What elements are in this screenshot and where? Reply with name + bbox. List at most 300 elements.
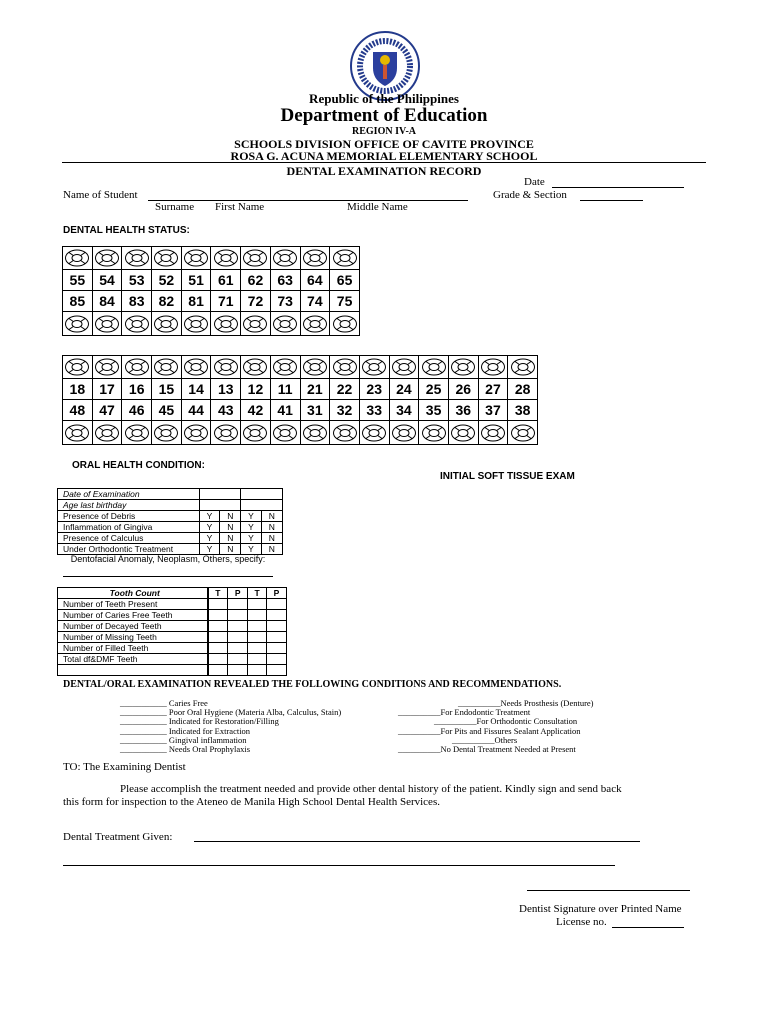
letter-line-2: this form for inspection to the Ateneo de Manila High School Dental Health Services. <box>63 796 440 808</box>
tooth-count-cell[interactable] <box>248 621 267 632</box>
tooth-number: 83 <box>122 291 152 312</box>
tooth-surface-icon <box>332 424 358 442</box>
condition-label: Needs Oral Prophylaxis <box>168 744 251 755</box>
oral-health-row <box>58 511 283 522</box>
tooth-surface-cell[interactable] <box>92 356 122 379</box>
tooth-surface-icon <box>183 424 209 442</box>
tooth-count-label: Total df&DMF Teeth <box>58 654 208 665</box>
oral-health-label: Presence of Debris <box>58 511 200 522</box>
conditions-left-list <box>120 699 341 754</box>
condition-label: Poor Oral Hygiene (Materia Alba, Calculus, Stain) <box>168 707 342 718</box>
tooth-surface-cell[interactable] <box>152 247 182 270</box>
tooth-count-cell[interactable] <box>266 654 286 665</box>
tooth-count-label: Number of Caries Free Teeth <box>58 610 208 621</box>
condition-label: Gingival inflammation <box>168 734 247 745</box>
tooth-surface-icon <box>391 358 417 376</box>
tooth-number: 54 <box>92 270 122 291</box>
middle-name-caption: Middle Name <box>347 201 408 213</box>
tooth-count-cell[interactable] <box>266 621 286 632</box>
tooth-number: 64 <box>300 270 330 291</box>
tooth-number: 43 <box>211 400 241 421</box>
tooth-surface-cell[interactable] <box>181 356 211 379</box>
header-divider <box>62 162 706 163</box>
tooth-surface-icon <box>213 358 239 376</box>
oral-health-row <box>58 522 283 533</box>
license-label: License no. <box>556 916 607 928</box>
tooth-surface-cell[interactable] <box>92 312 122 336</box>
tooth-count-col-header: P <box>228 588 248 599</box>
condition-item[interactable] <box>120 745 341 754</box>
tooth-surface-icon <box>272 358 298 376</box>
tooth-number: 14 <box>181 379 211 400</box>
tooth-number: 72 <box>241 291 271 312</box>
tooth-count-cell[interactable] <box>266 610 286 621</box>
oral-health-label: Date of Examination <box>58 489 200 500</box>
tooth-number: 52 <box>152 270 182 291</box>
exam-value-cell[interactable] <box>241 500 283 511</box>
yes-option[interactable]: Y <box>241 522 261 533</box>
tooth-surface-icon <box>153 424 179 442</box>
tooth-count-label: Number of Decayed Teeth <box>58 621 208 632</box>
tooth-number: 74 <box>300 291 330 312</box>
tooth-surface-cell[interactable] <box>359 421 389 445</box>
recommendation-blank[interactable]: __________ <box>434 716 477 727</box>
tooth-count-cell[interactable] <box>228 632 248 643</box>
recommendation-item[interactable] <box>398 745 594 754</box>
tooth-surface-cell[interactable] <box>478 421 508 445</box>
no-option[interactable]: N <box>261 533 282 544</box>
tooth-surface-icon <box>480 424 506 442</box>
recommendation-blank[interactable]: __________ <box>452 734 495 745</box>
oral-health-label: Under Orthodontic Treatment <box>58 544 200 555</box>
tooth-icon-row <box>63 421 538 445</box>
tooth-surface-icon <box>64 424 90 442</box>
tooth-surface-icon <box>450 424 476 442</box>
tooth-count-row <box>58 632 287 643</box>
tooth-surface-icon <box>332 249 358 267</box>
oral-health-label: Inflammation of Gingiva <box>58 522 200 533</box>
tooth-count-row <box>58 621 287 632</box>
tooth-surface-icon <box>124 249 150 267</box>
student-name-label: Name of Student <box>63 189 138 201</box>
tooth-surface-icon <box>64 358 90 376</box>
tooth-surface-cell[interactable] <box>211 247 241 270</box>
tooth-surface-cell[interactable] <box>122 421 152 445</box>
tooth-count-col-header: T <box>208 588 228 599</box>
tooth-count-cell[interactable] <box>208 665 228 676</box>
exam-value-cell[interactable] <box>200 489 241 500</box>
tooth-surface-cell[interactable] <box>300 356 330 379</box>
tooth-surface-icon <box>480 358 506 376</box>
tooth-count-cell[interactable] <box>228 599 248 610</box>
recommendation-label: For Pits and Fissures Sealant Application <box>440 725 581 736</box>
recommendation-label: Others <box>494 734 518 745</box>
tooth-count-row <box>58 610 287 621</box>
tooth-surface-icon <box>332 358 358 376</box>
tooth-surface-cell[interactable] <box>508 356 538 379</box>
tooth-surface-cell[interactable] <box>270 247 300 270</box>
oral-health-row <box>58 500 283 511</box>
division-heading: SCHOOLS DIVISION OFFICE OF CAVITE PROVINCE <box>234 137 534 151</box>
tooth-number: 26 <box>448 379 478 400</box>
tooth-count-label: Number of Missing Teeth <box>58 632 208 643</box>
signature-label: Dentist Signature over Printed Name <box>519 903 682 915</box>
tooth-count-cell[interactable] <box>248 610 267 621</box>
tooth-surface-icon <box>183 249 209 267</box>
tooth-surface-cell[interactable] <box>181 312 211 336</box>
date-label: Date <box>524 176 545 188</box>
tooth-number: 82 <box>152 291 182 312</box>
tooth-number: 32 <box>330 400 360 421</box>
tooth-surface-icon <box>213 249 239 267</box>
recommendation-label: For Endodontic Treatment <box>440 707 531 718</box>
tooth-surface-cell[interactable] <box>300 247 330 270</box>
tooth-count-cell[interactable] <box>208 610 228 621</box>
no-option[interactable]: N <box>220 522 241 533</box>
tooth-number: 45 <box>152 400 182 421</box>
tooth-number: 48 <box>63 400 93 421</box>
tooth-number: 61 <box>211 270 241 291</box>
tooth-count-row <box>58 643 287 654</box>
tooth-surface-icon <box>242 249 268 267</box>
tooth-number: 53 <box>122 270 152 291</box>
tooth-count-cell[interactable] <box>208 632 228 643</box>
tooth-number: 28 <box>508 379 538 400</box>
surname-caption: Surname <box>155 201 195 213</box>
region-heading: REGION IV-A <box>352 126 416 137</box>
tooth-surface-icon <box>124 315 150 333</box>
tooth-surface-icon <box>242 424 268 442</box>
tooth-number: 11 <box>270 379 300 400</box>
tooth-number-row <box>63 379 538 400</box>
tooth-surface-cell[interactable] <box>92 421 122 445</box>
exam-value-cell[interactable] <box>200 500 241 511</box>
tooth-surface-icon <box>124 424 150 442</box>
date-field[interactable] <box>552 187 684 188</box>
license-field[interactable] <box>612 927 684 928</box>
tooth-surface-cell[interactable] <box>241 421 271 445</box>
letter-recipient: TO: The Examining Dentist <box>63 761 186 773</box>
tooth-surface-icon <box>391 424 417 442</box>
tooth-count-row <box>58 599 287 610</box>
oral-health-row <box>58 544 283 555</box>
tooth-surface-icon <box>242 315 268 333</box>
recommendation-blank[interactable]: __________ <box>398 725 441 736</box>
tooth-count-header: Tooth Count <box>58 588 208 599</box>
permanent-teeth-chart <box>62 355 538 445</box>
tooth-surface-cell[interactable] <box>300 312 330 336</box>
tooth-number: 46 <box>122 400 152 421</box>
tooth-surface-icon <box>272 315 298 333</box>
tooth-surface-icon <box>64 315 90 333</box>
recommendation-label: For Orthodontic Consultation <box>476 716 578 727</box>
tooth-number: 63 <box>270 270 300 291</box>
tooth-surface-cell[interactable] <box>270 356 300 379</box>
recommendation-blank[interactable]: __________ <box>398 744 441 755</box>
tooth-surface-cell[interactable] <box>63 247 93 270</box>
yes-option[interactable]: Y <box>200 544 220 555</box>
student-name-field[interactable] <box>148 200 468 201</box>
first-name-caption: First Name <box>215 201 265 213</box>
tooth-number: 24 <box>389 379 419 400</box>
tooth-number-row <box>63 270 360 291</box>
tooth-number: 33 <box>359 400 389 421</box>
tooth-number: 12 <box>241 379 271 400</box>
oral-health-heading: ORAL HEALTH CONDITION: <box>72 460 205 471</box>
tooth-count-cell[interactable] <box>228 643 248 654</box>
tooth-surface-icon <box>94 249 120 267</box>
grade-section-label: Grade & Section <box>493 189 567 201</box>
tooth-count-cell[interactable] <box>248 665 267 676</box>
condition-label: Caries Free <box>168 698 208 708</box>
tooth-number: 21 <box>300 379 330 400</box>
tooth-icon-row <box>63 356 538 379</box>
letter-line-1: Please accomplish the treatment needed and provide other dental history of the patient. Kindly sign and send back <box>120 783 622 795</box>
tooth-count-cell[interactable] <box>228 621 248 632</box>
condition-label: Indicated for Restoration/Filling <box>168 716 279 727</box>
tooth-count-col-header: T <box>248 588 267 599</box>
tooth-surface-cell[interactable] <box>211 356 241 379</box>
tooth-count-cell[interactable] <box>266 632 286 643</box>
condition-label: Indicated for Extraction <box>168 725 251 736</box>
tooth-number: 34 <box>389 400 419 421</box>
tooth-number: 71 <box>211 291 241 312</box>
school-heading: ROSA G. ACUNA MEMORIAL ELEMENTARY SCHOOL <box>230 149 538 163</box>
tooth-count-cell[interactable] <box>266 643 286 654</box>
tooth-surface-cell[interactable] <box>330 421 360 445</box>
tooth-surface-icon <box>153 315 179 333</box>
tooth-number: 25 <box>419 379 449 400</box>
no-option[interactable]: N <box>220 511 241 522</box>
republic-heading: Republic of the Philippines <box>309 91 459 106</box>
tooth-surface-cell[interactable] <box>270 421 300 445</box>
tooth-number: 47 <box>92 400 122 421</box>
tooth-number: 62 <box>241 270 271 291</box>
condition-blank[interactable]: ___________ <box>120 698 169 708</box>
oral-health-row <box>58 489 283 500</box>
tooth-surface-cell[interactable] <box>211 312 241 336</box>
tooth-count-cell[interactable] <box>228 665 248 676</box>
tooth-number-row <box>63 291 360 312</box>
tooth-surface-cell[interactable] <box>389 421 419 445</box>
tooth-surface-cell[interactable] <box>63 312 93 336</box>
tooth-count-table <box>57 587 287 676</box>
tooth-surface-icon <box>64 249 90 267</box>
tooth-surface-cell[interactable] <box>181 247 211 270</box>
tooth-count-cell[interactable] <box>266 599 286 610</box>
tooth-icon-row <box>63 312 360 336</box>
tooth-number: 17 <box>92 379 122 400</box>
tooth-number: 22 <box>330 379 360 400</box>
tooth-surface-cell[interactable] <box>359 356 389 379</box>
tooth-surface-icon <box>421 358 447 376</box>
tooth-surface-cell[interactable] <box>448 421 478 445</box>
tooth-count-header-row <box>58 588 287 599</box>
tooth-surface-cell[interactable] <box>181 421 211 445</box>
condition-blank[interactable]: ___________ <box>120 734 169 745</box>
soft-tissue-heading: INITIAL SOFT TISSUE EXAM <box>440 471 575 482</box>
tooth-number: 38 <box>508 400 538 421</box>
condition-blank[interactable]: ___________ <box>120 707 169 718</box>
tooth-surface-icon <box>242 358 268 376</box>
no-option[interactable]: N <box>261 522 282 533</box>
tooth-surface-icon <box>183 315 209 333</box>
exam-value-cell[interactable] <box>241 489 283 500</box>
tooth-surface-icon <box>94 358 120 376</box>
tooth-number: 13 <box>211 379 241 400</box>
tooth-number: 55 <box>63 270 93 291</box>
form-title: DENTAL EXAMINATION RECORD <box>286 164 482 178</box>
anomaly-field[interactable] <box>63 576 273 577</box>
tooth-surface-cell[interactable] <box>241 356 271 379</box>
condition-blank[interactable]: ___________ <box>120 744 169 755</box>
signature-line[interactable] <box>527 890 690 891</box>
tooth-surface-cell[interactable] <box>419 356 449 379</box>
yes-option[interactable]: Y <box>200 533 220 544</box>
recommendation-label: Needs Prosthesis (Denture) <box>500 698 594 708</box>
tooth-surface-cell[interactable] <box>152 312 182 336</box>
tooth-number: 35 <box>419 400 449 421</box>
tooth-surface-cell[interactable] <box>389 356 419 379</box>
tooth-surface-icon <box>183 358 209 376</box>
tooth-surface-cell[interactable] <box>448 356 478 379</box>
tooth-surface-cell[interactable] <box>211 421 241 445</box>
tooth-count-label: Number of Teeth Present <box>58 599 208 610</box>
tooth-surface-icon <box>302 424 328 442</box>
tooth-surface-cell[interactable] <box>508 421 538 445</box>
tooth-number: 18 <box>63 379 93 400</box>
conditions-heading: DENTAL/ORAL EXAMINATION REVEALED THE FOLLOWING CONDITIONS AND RECOMMENDATIONS. <box>63 679 562 690</box>
tooth-surface-icon <box>361 358 387 376</box>
tooth-surface-icon <box>272 249 298 267</box>
tooth-count-row <box>58 665 287 676</box>
tooth-icon-row <box>63 247 360 270</box>
tooth-surface-cell[interactable] <box>92 247 122 270</box>
tooth-surface-cell[interactable] <box>270 312 300 336</box>
yes-option[interactable]: Y <box>241 511 261 522</box>
tooth-surface-icon <box>302 315 328 333</box>
tooth-number: 73 <box>270 291 300 312</box>
tooth-number: 36 <box>448 400 478 421</box>
tooth-surface-icon <box>421 424 447 442</box>
tooth-number: 84 <box>92 291 122 312</box>
condition-blank[interactable]: ___________ <box>120 725 169 736</box>
no-option[interactable]: N <box>261 511 282 522</box>
tooth-surface-cell[interactable] <box>478 356 508 379</box>
primary-teeth-chart <box>62 246 360 336</box>
tooth-surface-cell[interactable] <box>152 421 182 445</box>
no-option[interactable]: N <box>261 544 282 555</box>
tooth-surface-cell[interactable] <box>419 421 449 445</box>
tooth-surface-cell[interactable] <box>241 312 271 336</box>
tooth-count-cell[interactable] <box>248 632 267 643</box>
tooth-number: 37 <box>478 400 508 421</box>
tooth-surface-cell[interactable] <box>122 356 152 379</box>
yes-option[interactable]: Y <box>241 533 261 544</box>
tooth-surface-icon <box>361 424 387 442</box>
yes-option[interactable]: Y <box>200 511 220 522</box>
tooth-number: 23 <box>359 379 389 400</box>
department-heading: Department of Education <box>280 105 488 126</box>
tooth-surface-icon <box>510 358 536 376</box>
tooth-count-cell[interactable] <box>248 599 267 610</box>
tooth-surface-icon <box>272 424 298 442</box>
tooth-surface-icon <box>332 315 358 333</box>
oral-health-label: Presence of Calculus <box>58 533 200 544</box>
tooth-surface-cell[interactable] <box>122 312 152 336</box>
tooth-surface-cell[interactable] <box>63 421 93 445</box>
recommendation-blank[interactable]: __________ <box>458 698 501 708</box>
tooth-surface-cell[interactable] <box>63 356 93 379</box>
tooth-count-cell[interactable] <box>208 621 228 632</box>
tooth-count-row <box>58 654 287 665</box>
tooth-count-cell[interactable] <box>208 599 228 610</box>
condition-blank[interactable]: ___________ <box>120 716 169 727</box>
tooth-number: 44 <box>181 400 211 421</box>
oral-health-label: Age last birthday <box>58 500 200 511</box>
tooth-surface-cell[interactable] <box>300 421 330 445</box>
tooth-count-cell[interactable] <box>208 654 228 665</box>
tooth-surface-icon <box>94 315 120 333</box>
yes-option[interactable]: Y <box>241 544 261 555</box>
tooth-number: 31 <box>300 400 330 421</box>
tooth-number: 65 <box>330 270 360 291</box>
tooth-number: 42 <box>241 400 271 421</box>
tooth-count-label: Number of Filled Teeth <box>58 643 208 654</box>
tooth-number-row <box>63 400 538 421</box>
tooth-count-col-header: P <box>266 588 286 599</box>
tooth-surface-icon <box>510 424 536 442</box>
tooth-number: 51 <box>181 270 211 291</box>
no-option[interactable]: N <box>220 544 241 555</box>
tooth-number: 15 <box>152 379 182 400</box>
tooth-surface-icon <box>213 424 239 442</box>
tooth-surface-cell[interactable] <box>330 312 360 336</box>
tooth-surface-cell[interactable] <box>122 247 152 270</box>
recommendation-label: No Dental Treatment Needed at Present <box>440 744 576 755</box>
grade-section-field[interactable] <box>580 200 643 201</box>
tooth-surface-icon <box>153 358 179 376</box>
tooth-count-cell[interactable] <box>266 665 286 676</box>
tooth-surface-icon <box>94 424 120 442</box>
dental-health-heading: DENTAL HEALTH STATUS: <box>63 225 190 236</box>
tooth-number: 16 <box>122 379 152 400</box>
treatment-given-field-2[interactable] <box>63 865 615 866</box>
tooth-count-cell[interactable] <box>228 610 248 621</box>
yes-option[interactable]: Y <box>200 522 220 533</box>
tooth-surface-cell[interactable] <box>152 356 182 379</box>
tooth-surface-icon <box>213 315 239 333</box>
tooth-surface-cell[interactable] <box>330 247 360 270</box>
tooth-count-label <box>58 665 208 676</box>
oral-health-row <box>58 533 283 544</box>
no-option[interactable]: N <box>220 533 241 544</box>
tooth-count-cell[interactable] <box>208 643 228 654</box>
conditions-right-list <box>398 699 594 754</box>
tooth-count-cell[interactable] <box>228 654 248 665</box>
tooth-count-cell[interactable] <box>248 654 267 665</box>
tooth-surface-cell[interactable] <box>330 356 360 379</box>
recommendation-blank[interactable]: __________ <box>398 707 441 718</box>
tooth-surface-icon <box>124 358 150 376</box>
tooth-surface-cell[interactable] <box>241 247 271 270</box>
tooth-number: 41 <box>270 400 300 421</box>
tooth-surface-icon <box>450 358 476 376</box>
tooth-count-cell[interactable] <box>248 643 267 654</box>
treatment-given-field[interactable] <box>194 841 640 842</box>
treatment-given-label: Dental Treatment Given: <box>63 831 173 843</box>
tooth-number: 81 <box>181 291 211 312</box>
